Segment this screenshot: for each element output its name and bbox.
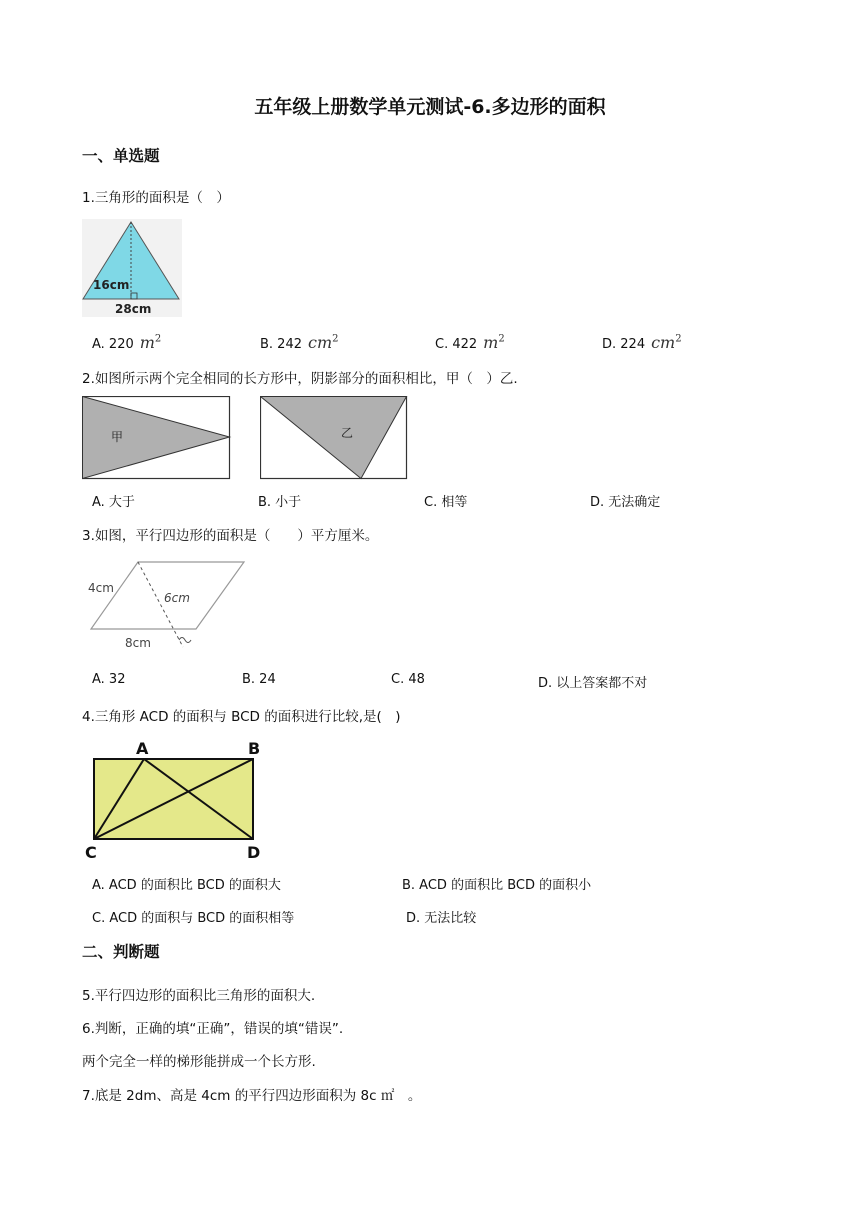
question-3-text: 3.如图，平行四边形的面积是（ ）平方厘米。	[82, 528, 379, 544]
q3-option-a[interactable]: A. 32	[92, 672, 126, 687]
unit-text: m	[483, 333, 499, 352]
q2-option-d[interactable]: D. 无法确定	[590, 495, 661, 510]
question-6-statement: 两个完全一样的梯形能拼成一个长方形.	[82, 1054, 316, 1070]
question-4-text: 4.三角形 ACD 的面积与 BCD 的面积进行比较,是( )	[82, 709, 401, 725]
q1-option-b-unit	[308, 333, 339, 352]
rectangle-jia-figure	[82, 396, 232, 480]
question-7-text: 7.底是 2dm、高是 4cm 的平行四边形面积为 8c ㎡ 。	[82, 1088, 422, 1104]
q1-option-d-unit	[651, 333, 682, 352]
q1-option-d-text: D. 224	[602, 337, 646, 352]
label-yi: 乙	[341, 426, 354, 440]
vertex-b: B	[248, 739, 261, 758]
vertex-c: C	[85, 843, 97, 862]
unit-text: m	[139, 333, 155, 352]
q1-option-b[interactable]	[260, 333, 339, 352]
q1-option-a-text: A. 220	[92, 337, 134, 352]
right-angle-mark	[179, 638, 191, 643]
q2-option-b[interactable]: B. 小于	[258, 495, 302, 510]
vertex-a: A	[136, 739, 149, 758]
rectangle-abcd-figure	[82, 737, 272, 865]
q2-option-a[interactable]: A. 大于	[92, 495, 135, 510]
unit-exp: 2	[154, 333, 162, 345]
parallelogram-height-label: 6cm	[164, 591, 190, 605]
triangle-figure	[82, 219, 182, 317]
q3-option-c[interactable]: C. 48	[391, 672, 425, 687]
unit-exp: 2	[498, 333, 505, 345]
q2-option-c[interactable]: C. 相等	[424, 495, 468, 510]
question-6-text: 6.判断，正确的填“正确”，错误的填“错误”.	[82, 1021, 344, 1037]
parallelogram-side-label: 4cm	[88, 581, 114, 595]
q1-option-c-unit	[483, 333, 505, 352]
rectangle-yi-figure	[260, 396, 410, 480]
parallelogram-base-label: 8cm	[125, 636, 151, 650]
q3-option-d[interactable]: D. 以上答案都不对	[538, 676, 648, 691]
unit-text: cm	[651, 333, 676, 352]
q1-option-a-unit	[140, 333, 162, 352]
q1-option-c[interactable]	[435, 333, 505, 352]
unit-exp: 2	[332, 333, 339, 345]
question-2-text: 2.如图所示两个完全相同的长方形中，阴影部分的面积相比，甲（ ）乙.	[82, 371, 518, 387]
q4-option-b[interactable]: B. ACD 的面积比 BCD 的面积小	[402, 878, 592, 893]
q1-option-d[interactable]	[602, 333, 682, 352]
q3-option-b[interactable]: B. 24	[242, 672, 276, 687]
triangle-base-label: 28cm	[115, 302, 152, 316]
question-1-text: 1.三角形的面积是（ ）	[82, 190, 230, 206]
unit-text: cm	[308, 333, 333, 352]
triangle-height-label: 16cm	[93, 278, 130, 292]
label-jia: 甲	[111, 430, 124, 444]
vertex-d: D	[247, 843, 261, 862]
q1-option-a[interactable]	[92, 333, 161, 352]
parallelogram-figure	[82, 556, 252, 656]
q4-option-d[interactable]: D. 无法比较	[406, 911, 477, 926]
section-heading-true-false: 二、判断题	[82, 943, 160, 961]
question-5-text: 5.平行四边形的面积比三角形的面积大.	[82, 988, 316, 1004]
q4-option-c[interactable]: C. ACD 的面积与 BCD 的面积相等	[92, 911, 295, 926]
q1-option-b-text: B. 242	[260, 337, 302, 352]
page-title: 五年级上册数学单元测试-6.多边形的面积	[254, 96, 606, 118]
q1-option-c-text: C. 422	[435, 337, 478, 352]
unit-exp: 2	[675, 333, 682, 345]
section-heading-single-choice: 一、单选题	[82, 147, 160, 165]
q4-option-a[interactable]: A. ACD 的面积比 BCD 的面积大	[92, 878, 281, 893]
